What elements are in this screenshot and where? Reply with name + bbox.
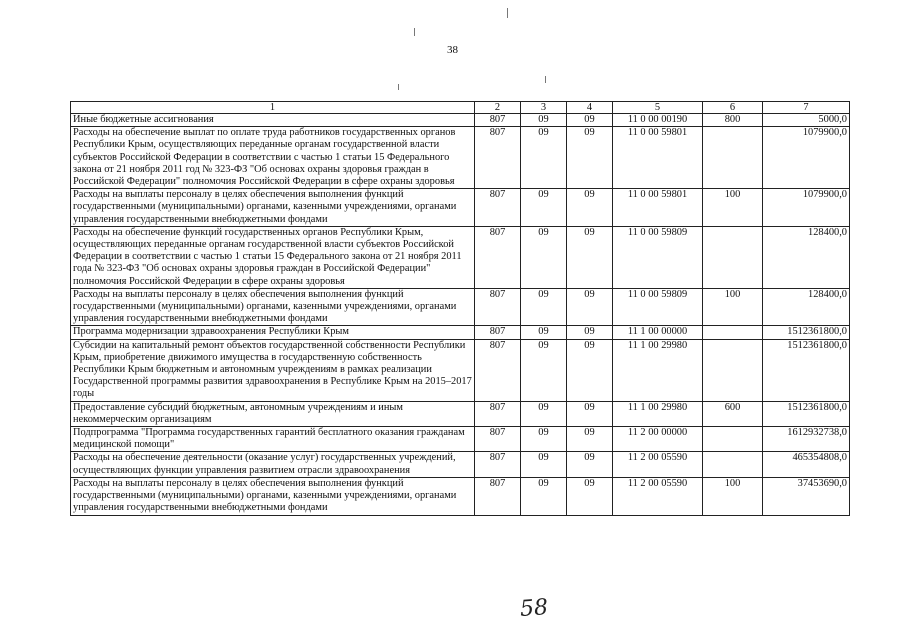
table-row — [71, 477, 850, 515]
header-cell: 1 — [71, 102, 475, 114]
header-cell: 5 — [613, 102, 703, 114]
item-name: Субсидии на капитальный ремонт объектов государственной собственности Республики Крым, приобретение движимого имущества в государственную собственность Республики Крым бюджетным и автономным учреждениям в рамках реализации Государственной программы развития здравоохранения в Республике Крым на 2015–2017 годы — [71, 339, 475, 401]
code-col2: 807 — [475, 114, 521, 127]
code-col2: 807 — [475, 401, 521, 426]
code-col4: 09 — [567, 427, 613, 452]
header-cell: 6 — [703, 102, 763, 114]
code-col3: 09 — [521, 452, 567, 477]
table-row — [71, 339, 850, 401]
header-row — [71, 102, 850, 114]
amount: 128400,0 — [763, 288, 850, 326]
header-cell: 4 — [567, 102, 613, 114]
table-row — [71, 226, 850, 288]
code-col5: 11 0 00 59809 — [613, 226, 703, 288]
code-col5: 11 2 00 05590 — [613, 477, 703, 515]
code-col5: 11 0 00 59801 — [613, 189, 703, 227]
code-col5: 11 2 00 05590 — [613, 452, 703, 477]
table-row — [71, 189, 850, 227]
code-col4: 09 — [567, 189, 613, 227]
amount: 1079900,0 — [763, 127, 850, 189]
code-col3: 09 — [521, 339, 567, 401]
code-col3: 09 — [521, 288, 567, 326]
amount: 1512361800,0 — [763, 401, 850, 426]
code-col3: 09 — [521, 401, 567, 426]
item-name: Расходы на выплаты персоналу в целях обеспечения выполнения функций государственными (муниципальными) органами, казенными учреждениями, органами управления государственными внебюджетными фондами — [71, 477, 475, 515]
code-col4: 09 — [567, 477, 613, 515]
code-col6: 800 — [703, 114, 763, 127]
handwritten-page-mark: 58 — [519, 595, 549, 622]
header-cell: 2 — [475, 102, 521, 114]
code-col5: 11 1 00 00000 — [613, 326, 703, 339]
item-name: Расходы на выплаты персоналу в целях обеспечения выполнения функций государственными (муниципальными) органами, казенными учреждениями, органами управления государственными внебюджетными фондами — [71, 189, 475, 227]
code-col3: 09 — [521, 477, 567, 515]
code-col3: 09 — [521, 226, 567, 288]
table-row — [71, 127, 850, 189]
code-col5: 11 1 00 29980 — [613, 339, 703, 401]
code-col2: 807 — [475, 189, 521, 227]
page-number: 38 — [447, 44, 458, 56]
code-col2: 807 — [475, 326, 521, 339]
code-col5: 11 0 00 59809 — [613, 288, 703, 326]
header-cell: 7 — [763, 102, 850, 114]
scan-speck — [398, 84, 399, 90]
code-col3: 09 — [521, 427, 567, 452]
code-col6: 100 — [703, 477, 763, 515]
code-col6: 600 — [703, 401, 763, 426]
table-row — [71, 114, 850, 127]
code-col4: 09 — [567, 401, 613, 426]
amount: 37453690,0 — [763, 477, 850, 515]
code-col6 — [703, 427, 763, 452]
item-name: Расходы на обеспечение деятельности (оказание услуг) государственных учреждений, осуществляющих функции управления развитием отрасли здравоохранения — [71, 452, 475, 477]
code-col2: 807 — [475, 477, 521, 515]
code-col2: 807 — [475, 226, 521, 288]
amount: 1512361800,0 — [763, 339, 850, 401]
scan-speck — [545, 76, 546, 83]
item-name: Расходы на выплаты персоналу в целях обеспечения выполнения функций государственными (муниципальными) органами, казенными учреждениями, органами управления государственными внебюджетными фондами — [71, 288, 475, 326]
code-col6 — [703, 127, 763, 189]
code-col5: 11 0 00 00190 — [613, 114, 703, 127]
table-row — [71, 401, 850, 426]
code-col4: 09 — [567, 114, 613, 127]
code-col6 — [703, 226, 763, 288]
code-col3: 09 — [521, 114, 567, 127]
code-col4: 09 — [567, 326, 613, 339]
amount: 5000,0 — [763, 114, 850, 127]
code-col3: 09 — [521, 127, 567, 189]
code-col2: 807 — [475, 288, 521, 326]
amount: 1612932738,0 — [763, 427, 850, 452]
code-col5: 11 0 00 59801 — [613, 127, 703, 189]
code-col6 — [703, 452, 763, 477]
header-cell: 3 — [521, 102, 567, 114]
table-row — [71, 288, 850, 326]
code-col4: 09 — [567, 226, 613, 288]
code-col6 — [703, 326, 763, 339]
code-col4: 09 — [567, 127, 613, 189]
scan-speck — [507, 8, 508, 18]
code-col6: 100 — [703, 189, 763, 227]
item-name: Иные бюджетные ассигнования — [71, 114, 475, 127]
amount: 1079900,0 — [763, 189, 850, 227]
code-col5: 11 2 00 00000 — [613, 427, 703, 452]
code-col2: 807 — [475, 127, 521, 189]
item-name: Предоставление субсидий бюджетным, автономным учреждениям и иным некоммерческим организациям — [71, 401, 475, 426]
item-name: Подпрограмма "Программа государственных гарантий бесплатного оказания гражданам медицинской помощи" — [71, 427, 475, 452]
item-name: Программа модернизации здравоохранения Республики Крым — [71, 326, 475, 339]
table-row — [71, 326, 850, 339]
item-name: Расходы на обеспечение выплат по оплате труда работников государственных органов Республики Крым, осуществляющих переданные органам государственной власти субъектов Российской Федерации в соответствии с частью 1 статьи 15 Федерального закона от 21 ноября 2011 год № 323-ФЗ "Об основах охраны здоровья граждан в Российской Федерации" полномочия Российской Федерации в сфере охраны здоровья — [71, 127, 475, 189]
amount: 465354808,0 — [763, 452, 850, 477]
code-col4: 09 — [567, 339, 613, 401]
amount: 128400,0 — [763, 226, 850, 288]
code-col6 — [703, 339, 763, 401]
scan-speck — [414, 28, 415, 36]
code-col5: 11 1 00 29980 — [613, 401, 703, 426]
budget-table — [70, 101, 850, 516]
code-col3: 09 — [521, 326, 567, 339]
amount: 1512361800,0 — [763, 326, 850, 339]
item-name: Расходы на обеспечение функций государственных органов Республики Крым, осуществляющих переданные органам государственной власти субъектов Российской Федерации в соответствии с частью 1 статьи 15 Федерального закона от 21 ноября 2011 года № 323-ФЗ "Об основах охраны здоровья граждан в Российской Федерации" полномочия Российской Федерации в сфере охраны здоровья — [71, 226, 475, 288]
code-col2: 807 — [475, 427, 521, 452]
code-col2: 807 — [475, 339, 521, 401]
table-row — [71, 452, 850, 477]
code-col4: 09 — [567, 452, 613, 477]
code-col2: 807 — [475, 452, 521, 477]
code-col4: 09 — [567, 288, 613, 326]
table-row — [71, 427, 850, 452]
code-col3: 09 — [521, 189, 567, 227]
code-col6: 100 — [703, 288, 763, 326]
